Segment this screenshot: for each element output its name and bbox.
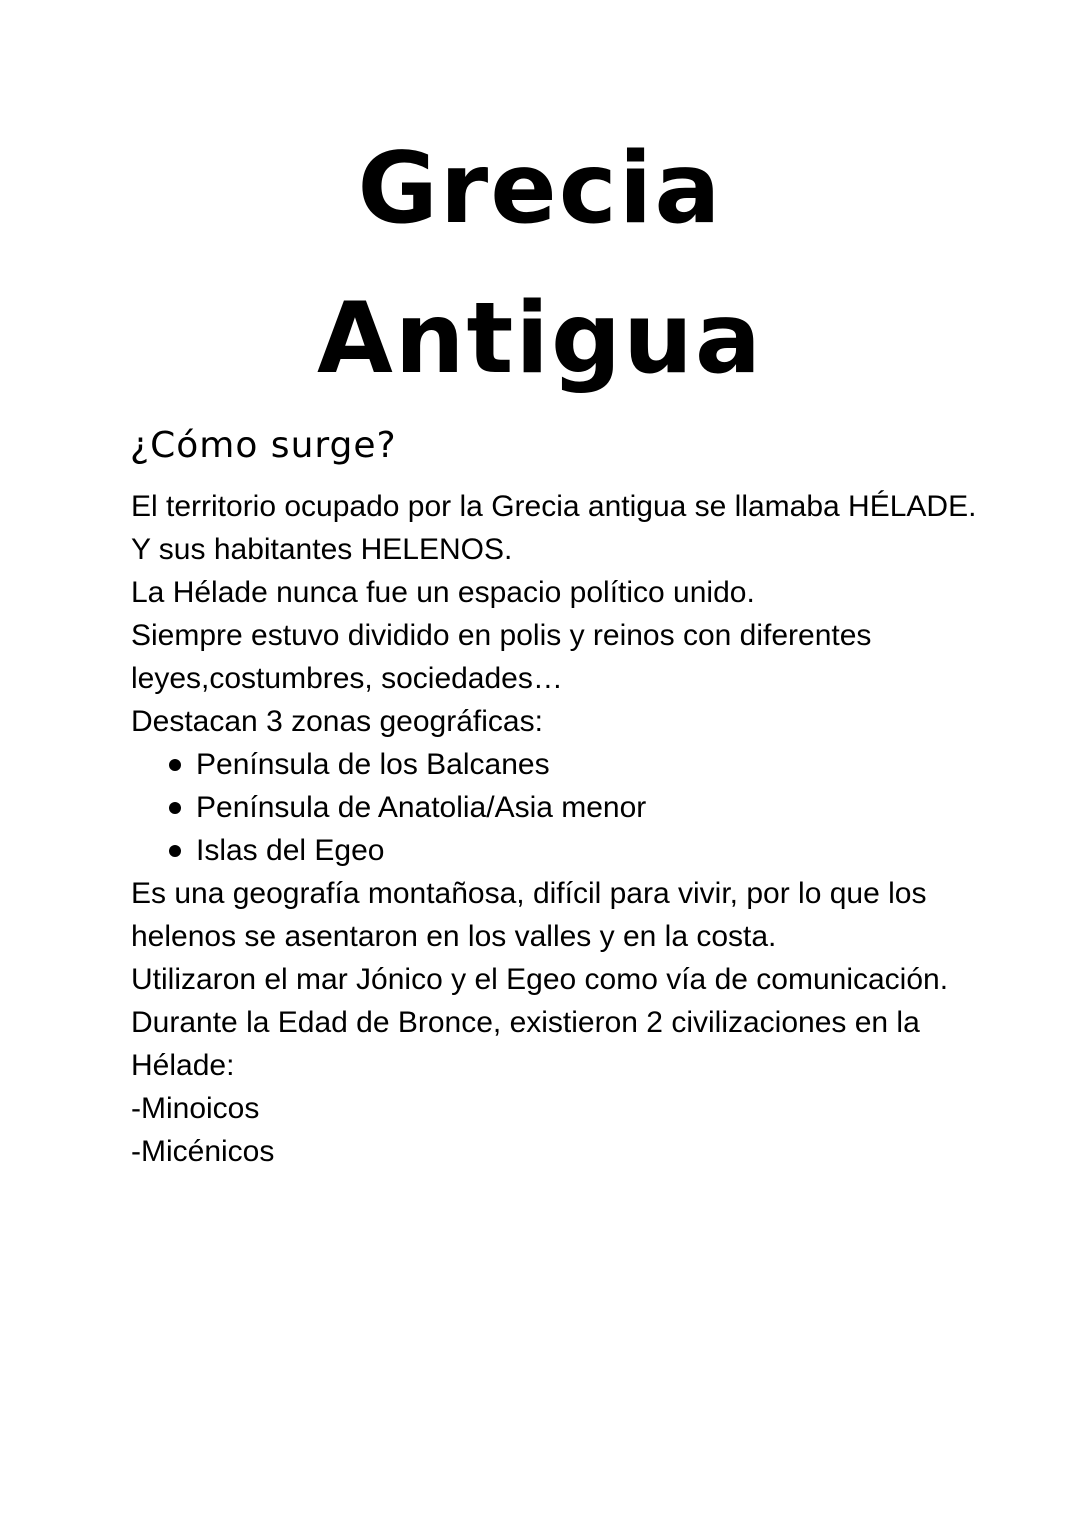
list-item: [131, 829, 991, 872]
title-line-1: Grecia: [357, 132, 723, 246]
paragraph: La Hélade nunca fue un espacio político unido.: [131, 576, 755, 609]
paragraph: -Micénicos: [131, 1135, 275, 1168]
paragraph: Durante la Edad de Bronce, existieron 2 civilizaciones en la Hélade:: [131, 1006, 920, 1082]
body-text: [131, 485, 991, 1173]
paragraph: Y sus habitantes HELENOS.: [131, 533, 513, 566]
zones-list: [131, 743, 991, 872]
paragraph: -Minoicos: [131, 1092, 260, 1125]
bullet-icon: [169, 845, 181, 857]
list-item-label: Península de los Balcanes: [196, 748, 550, 781]
paragraph: Es una geografía montañosa, difícil para vivir, por lo que los helenos se asentaron en los valles y en la costa.: [131, 877, 927, 953]
list-item-label: Península de Anatolia/Asia menor: [196, 791, 647, 824]
list-item-label: Islas del Egeo: [196, 834, 385, 867]
paragraph: Utilizaron el mar Jónico y el Egeo como vía de comunicación.: [131, 963, 949, 996]
paragraph: Destacan 3 zonas geográficas:: [131, 705, 543, 738]
list-item: [131, 786, 991, 829]
list-item: [131, 743, 991, 786]
title-line-2: Antigua: [316, 282, 764, 396]
bullet-icon: [169, 802, 181, 814]
section-heading: ¿Cómo surge?: [130, 425, 397, 466]
bullet-icon: [169, 759, 181, 771]
paragraph: Siempre estuvo dividido en polis y reinos con diferentes leyes,costumbres, sociedades…: [131, 619, 872, 695]
paragraph: El territorio ocupado por la Grecia antigua se llamaba HÉLADE.: [131, 490, 977, 523]
